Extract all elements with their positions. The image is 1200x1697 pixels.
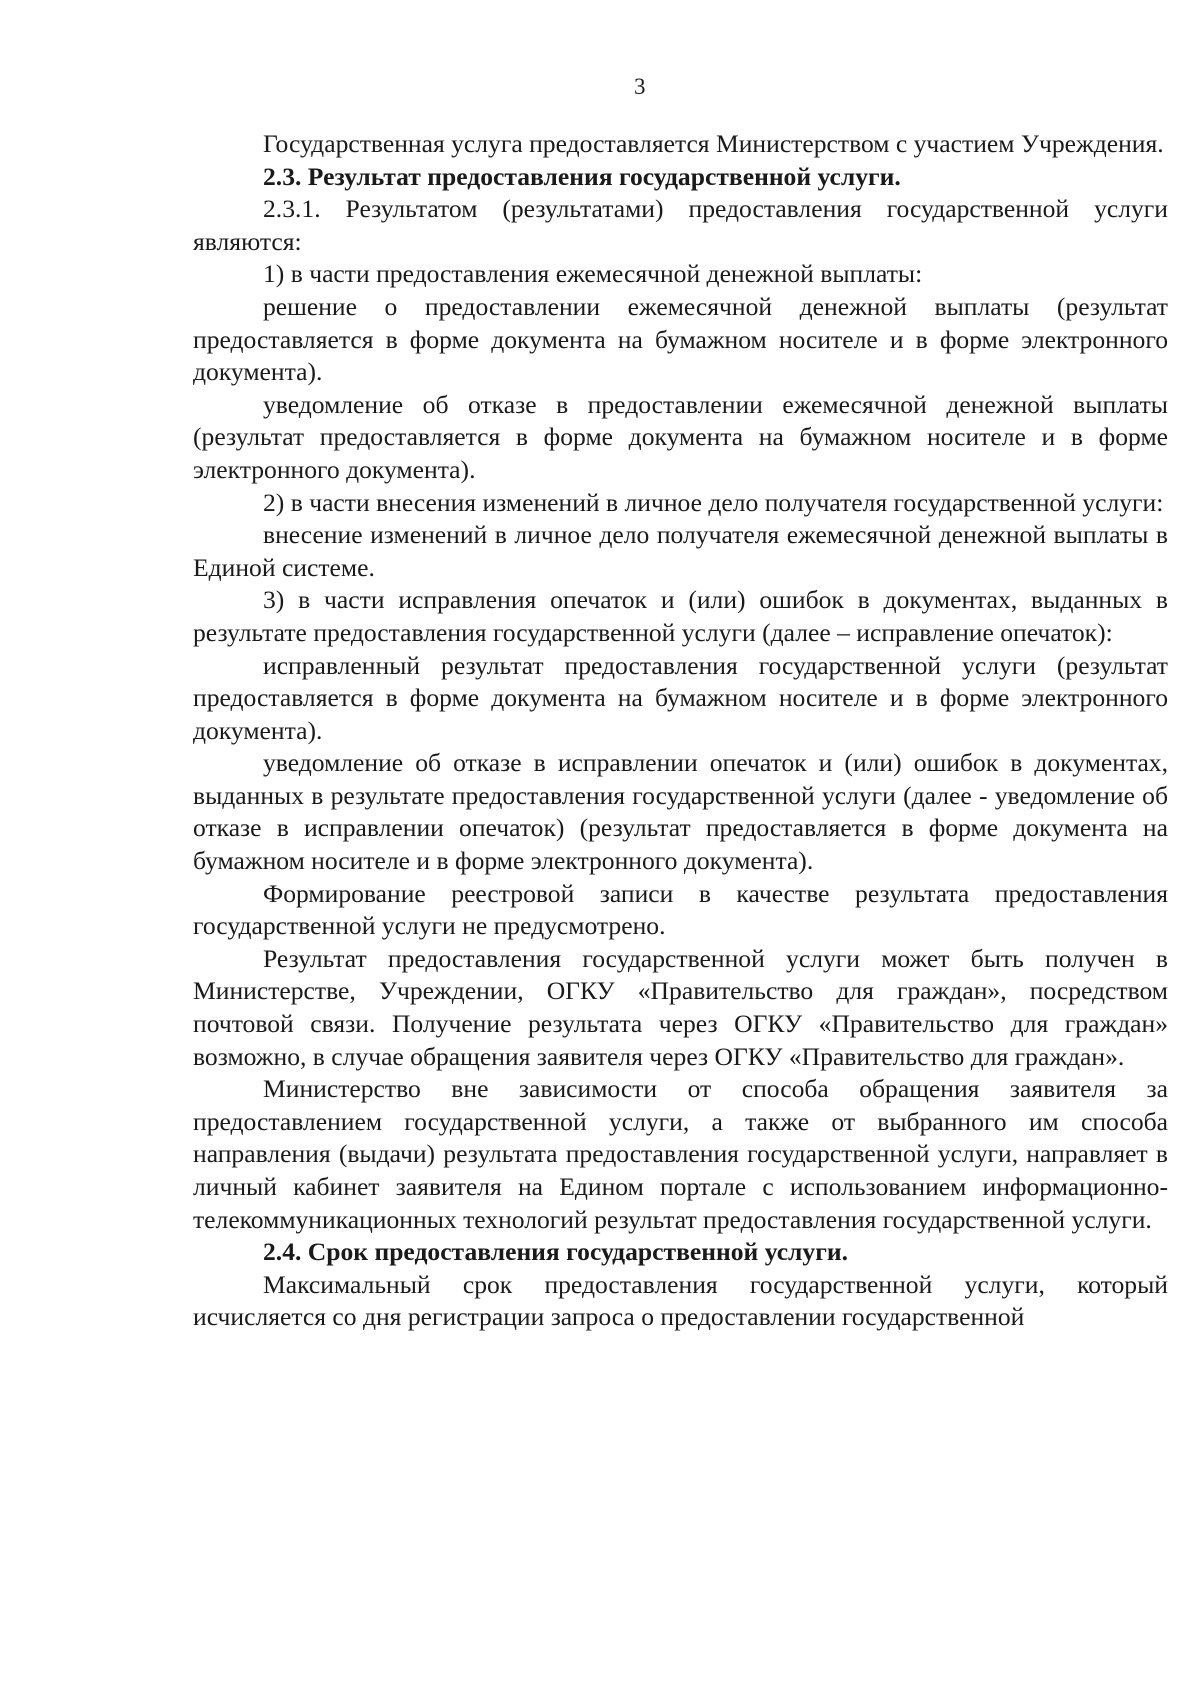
- paragraph-registry-record: Формирование реестровой записи в качестве результата предоставления государственной услуги не предусмотрено.: [193, 878, 1168, 941]
- paragraph-intro: Государственная услуга предоставляется Министерством с участием Учреждения.: [263, 129, 1164, 158]
- paragraph-item-1: 1) в части предоставления ежемесячной денежной выплаты:: [263, 259, 923, 289]
- paragraph-refusal-notice: уведомление об отказе в предоставлении ежемесячной денежной выплаты (результат предоставляется в форме документа на бумажном носителе и в форме электронного документа).: [193, 389, 1168, 484]
- paragraph-2-3-1: 2.3.1. Результатом (результатами) предоставления государственной услуги являются:: [193, 194, 1168, 256]
- page-number: 3: [634, 74, 646, 99]
- paragraph-decision: решение о предоставлении ежемесячной денежной выплаты (результат предоставляется в форме документа на бумажном носителе и в форме электронного документа).: [193, 291, 1168, 387]
- document-body: [193, 128, 1168, 1334]
- paragraph-max-term: Максимальный срок предоставления государственной услуги, который исчисляется со дня регистрации запроса о предоставлении государственной: [193, 1269, 1168, 1332]
- paragraph-corrected-result: исправленный результат предоставления государственной услуги (результат предоставляется в форме документа на бумажном носителе и в форме электронного документа).: [193, 650, 1168, 745]
- paragraph-result-receipt: Результат предоставления государственной услуги может быть получен в Министерстве, Учреждении, ОГКУ «Правительство для граждан», посредством почтовой связи. Получение результата через ОГКУ «Правительство для граждан» возможно, в случае обращения заявителя через ОГКУ «Правительство для граждан».: [193, 943, 1168, 1071]
- paragraph-file-changes: внесение изменений в личное дело получателя ежемесячной денежной выплаты в Единой системе.: [193, 520, 1168, 582]
- paragraph-correction-refusal: уведомление об отказе в исправлении опечаток и (или) ошибок в документах, выданных в результате предоставления государственной услуги (далее - уведомление об отказе в исправлении опечаток) (результат предоставляется в форме документа на бумажном носителе и в форме электронного документа).: [193, 748, 1168, 876]
- paragraph-item-3: 3) в части исправления опечаток и (или) ошибок в документах, выданных в результате предоставления государственной услуги (далее – исправление опечаток):: [193, 585, 1168, 647]
- paragraph-ministry-portal: Министерство вне зависимости от способа обращения заявителя за предоставлением государственной услуги, а также от выбранного им способа направления (выдачи) результата предоставления государственной услуги, направляет в личный кабинет заявителя на Едином портале с использованием информационно-телекоммуникационных технологий результат предоставления государственной услуги.: [193, 1074, 1168, 1234]
- section-heading-2-4: 2.4. Срок предоставления государственной услуги.: [263, 1237, 848, 1267]
- paragraph-item-2: 2) в части внесения изменений в личное дело получателя государственной услуги:: [263, 487, 1164, 517]
- section-heading-2-3: 2.3. Результат предоставления государственной услуги.: [263, 161, 901, 191]
